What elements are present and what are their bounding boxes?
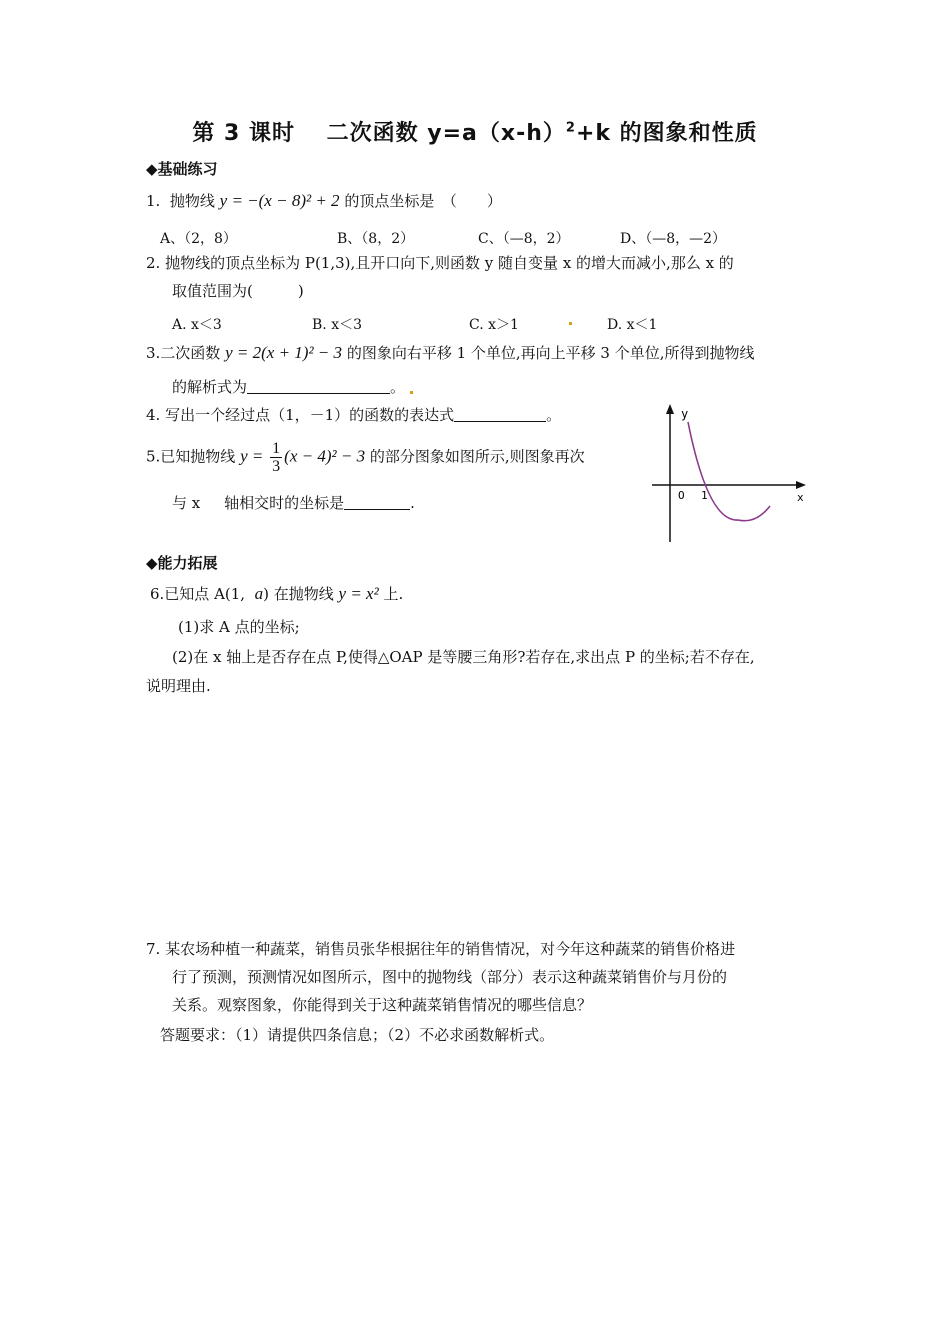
x-label: x — [797, 491, 804, 504]
question-7-line1: 7. 某农场种植一种蔬菜，销售员张华根据往年的销售情况，对今年这种蔬菜的销售价格进 — [146, 940, 736, 958]
q2-option-a: A. x＜3 — [172, 317, 222, 333]
answer-blank[interactable] — [454, 421, 546, 422]
section-ability: ◆能力拓展 — [146, 554, 218, 572]
q2-option-d: D. x＜1 — [607, 317, 658, 333]
scan-dot — [569, 322, 572, 325]
question-4: 4. 写出一个经过点（1，－1）的函数的表达式 。 — [146, 406, 562, 424]
y-label: y — [681, 407, 689, 421]
page-title: 第 3 课时 二次函数 $y=a(x-h)^2+k$ 的图象和性质 — [192, 120, 758, 146]
parabola-curve — [688, 422, 770, 521]
question-1: 1. 抛物线 y = −(x − 8)² + 2 的顶点坐标是 （ ） — [146, 191, 502, 210]
question-7-line2: 行了预测，预测情况如图所示，图中的抛物线（部分）表示这种蔬菜销售价与月份的 — [172, 968, 728, 986]
question-7-line3: 关系。观察图象，你能得到关于这种蔬菜销售情况的哪些信息？ — [172, 996, 593, 1014]
answer-blank[interactable] — [247, 393, 390, 394]
tick-label-1: 1 — [701, 489, 708, 502]
q2-option-c: C. x＞1 — [469, 317, 519, 333]
q1-option-a: A、（2，8） — [160, 231, 237, 247]
q6-formula: y = x² — [338, 584, 379, 603]
question-5: 5.已知抛物线 y = $\frac{1}{3}$ (x − 4)² − 3 的部分图象如图所示,则图象再次 — [146, 440, 585, 475]
q2-option-b: B. x＜3 — [312, 317, 362, 333]
question-2-line1: 2. 抛物线的顶点坐标为 P(1,3),且开口向下,则函数 y 随自变量 x 的增大而减小,那么 x 的 — [146, 254, 734, 272]
origin-label: O — [678, 489, 685, 502]
question-3: 3.二次函数 y = 2(x + 1)² − 3 的图象向右平移 1 个单位,再向上平移 3 个单位,所得到抛物线 — [146, 343, 755, 362]
answer-blank[interactable] — [344, 509, 410, 510]
q1-option-b: B、（8，2） — [337, 231, 415, 247]
question-6: 6.已知点 A(1, a) 在抛物线 y = x² 上. — [150, 584, 404, 603]
q3-formula: y = 2(x + 1)² − 3 — [225, 343, 343, 362]
q1-option-d: D、（—8，—2） — [620, 231, 727, 247]
q1-formula: y = −(x − 8)² + 2 — [219, 191, 340, 210]
question-6-sub2-cont: 说明理由. — [146, 677, 211, 695]
x-axis-arrow — [796, 481, 806, 489]
question-6-sub1: (1)求 A 点的坐标; — [178, 618, 300, 636]
q5-fraction: $\frac{1}{3}$ — [272, 440, 281, 475]
q1-option-c: C、（—8，2） — [478, 231, 570, 247]
question-3-line2: 的解析式为 。 — [172, 378, 406, 396]
parabola-graph — [648, 402, 813, 544]
question-5-line2: 与 x 轴相交时的坐标是 . — [172, 494, 415, 512]
question-7-requirement: 答题要求：（1）请提供四条信息；（2）不必求函数解析式。 — [160, 1026, 555, 1044]
question-6-sub2: (2)在 x 轴上是否存在点 P,使得△OAP 是等腰三角形?若存在,求出点 P 的坐标;若不存在, — [172, 648, 755, 666]
y-axis-arrow — [666, 404, 674, 414]
section-basic: ◆基础练习 — [146, 160, 218, 178]
scan-dot — [410, 391, 413, 394]
question-2-line2: 取值范围为( ) — [172, 282, 304, 300]
